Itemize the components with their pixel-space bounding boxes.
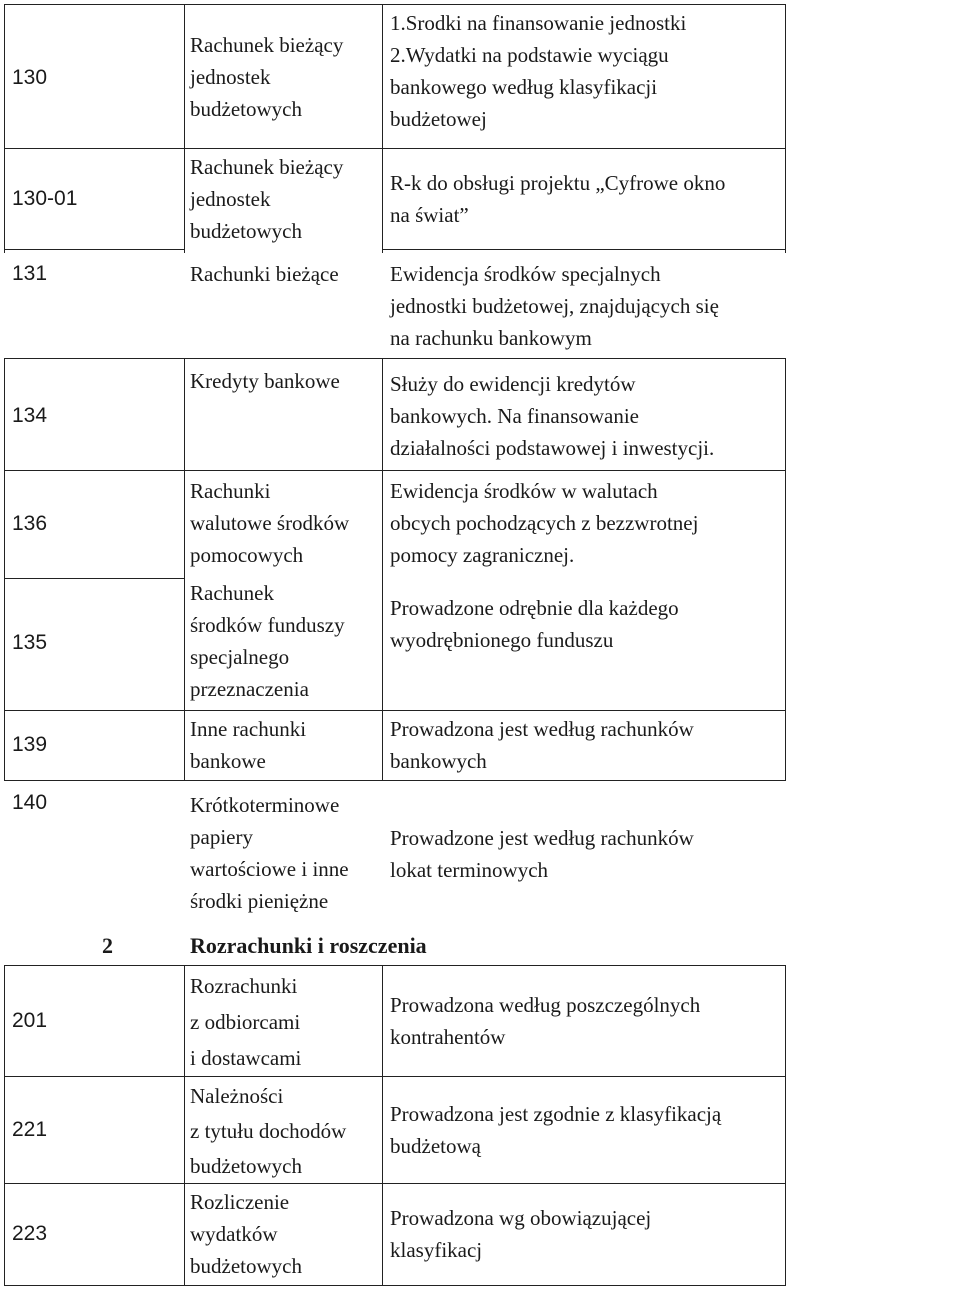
account-desc-131: Ewidencja środków specjalnych jednostki budżetowej, znajdujących się na rachunku bankowym [390, 262, 719, 350]
account-desc-136: Ewidencja środków w walutach obcych pochodzących z bezzwrotnej pomocy zagranicznej. [390, 479, 699, 567]
account-name-140: Krótkoterminowe papiery wartościowe i inne środki pieniężne [190, 793, 349, 913]
account-desc-139: Prowadzona jest według rachunków bankowych [390, 717, 694, 773]
table-rule-2b [382, 249, 786, 250]
account-desc-201: Prowadzona według poszczególnych kontrahentów [390, 993, 701, 1049]
account-desc-223: Prowadzona wg obowiązującej klasyfikacj [390, 1206, 652, 1262]
col-line-right-lower [785, 358, 786, 780]
col-line-name-lower [382, 358, 383, 780]
account-name-136: Rachunki walutowe środków pomocowych [190, 479, 350, 567]
account-code-223: 223 [12, 1222, 48, 1245]
account-name-130: Rachunek bieżący jednostek budżetowych [190, 33, 344, 121]
account-desc-140: Prowadzone jest według rachunków lokat terminowych [390, 826, 694, 882]
table-rule-1 [4, 148, 786, 149]
table-border-top [4, 4, 786, 5]
account-code-135: 135 [12, 631, 48, 654]
table-rule-2 [4, 249, 184, 250]
account-code-131: 131 [12, 262, 48, 285]
section-number: 2 [102, 933, 113, 958]
col-line-code-bottom [184, 965, 185, 1285]
col-line-left-lower [4, 358, 5, 780]
table-rule-3 [4, 358, 786, 359]
account-name-130-01: Rachunek bieżący jednostek budżetowych [190, 155, 344, 243]
table-rule-8 [4, 965, 786, 966]
table-rule-6 [4, 710, 786, 711]
table-rule-9 [4, 1076, 786, 1077]
table-rule-7 [4, 780, 786, 781]
account-name-135: Rachunek środków funduszy specjalnego przeznaczenia [190, 581, 345, 701]
col-line-name-upper [382, 4, 383, 253]
account-name-221: Należności z tytułu dochodów budżetowych [190, 1084, 347, 1178]
account-code-201: 201 [12, 1009, 48, 1032]
col-line-code-upper [184, 4, 185, 253]
col-line-name-bottom [382, 965, 383, 1285]
account-desc-134: Służy do ewidencji kredytów bankowych. Na finansowanie działalności podstawowej i inwestycji. [390, 372, 715, 460]
account-name-134: Kredyty bankowe [190, 369, 340, 393]
col-line-code-lower [184, 358, 185, 780]
account-code-140: 140 [12, 791, 48, 814]
section-title: Rozrachunki i roszczenia [190, 933, 427, 958]
table-border-bottom [4, 1285, 786, 1286]
account-desc-130-01: R-k do obsługi projektu „Cyfrowe okno na świat” [390, 171, 726, 227]
account-desc-135: Prowadzone odrębnie dla każdego wyodrębnionego funduszu [390, 596, 679, 652]
account-code-130: 130 [12, 66, 48, 89]
account-code-221: 221 [12, 1118, 48, 1141]
account-desc-221: Prowadzona jest zgodnie z klasyfikacją budżetową [390, 1102, 722, 1158]
table-rule-5 [4, 578, 184, 579]
table-rule-10 [4, 1183, 786, 1184]
col-line-right-bottom [785, 965, 786, 1285]
account-code-130-01: 130-01 [12, 187, 78, 210]
account-code-139: 139 [12, 733, 48, 756]
col-line-left-upper [4, 4, 5, 253]
account-name-201: Rozrachunki z odbiorcami i dostawcami [190, 974, 302, 1070]
account-code-134: 134 [12, 404, 48, 427]
account-desc-130: 1.Srodki na finansowanie jednostki 2.Wydatki na podstawie wyciągu bankowego według klasyfikacji budżetowej [390, 11, 687, 131]
table-rule-4 [4, 470, 786, 471]
col-line-right-upper [785, 4, 786, 253]
account-name-223: Rozliczenie wydatków budżetowych [190, 1190, 302, 1278]
account-code-136: 136 [12, 512, 48, 535]
account-name-139: Inne rachunki bankowe [190, 717, 307, 773]
account-name-131: Rachunki bieżące [190, 262, 339, 286]
col-line-left-bottom [4, 965, 5, 1285]
